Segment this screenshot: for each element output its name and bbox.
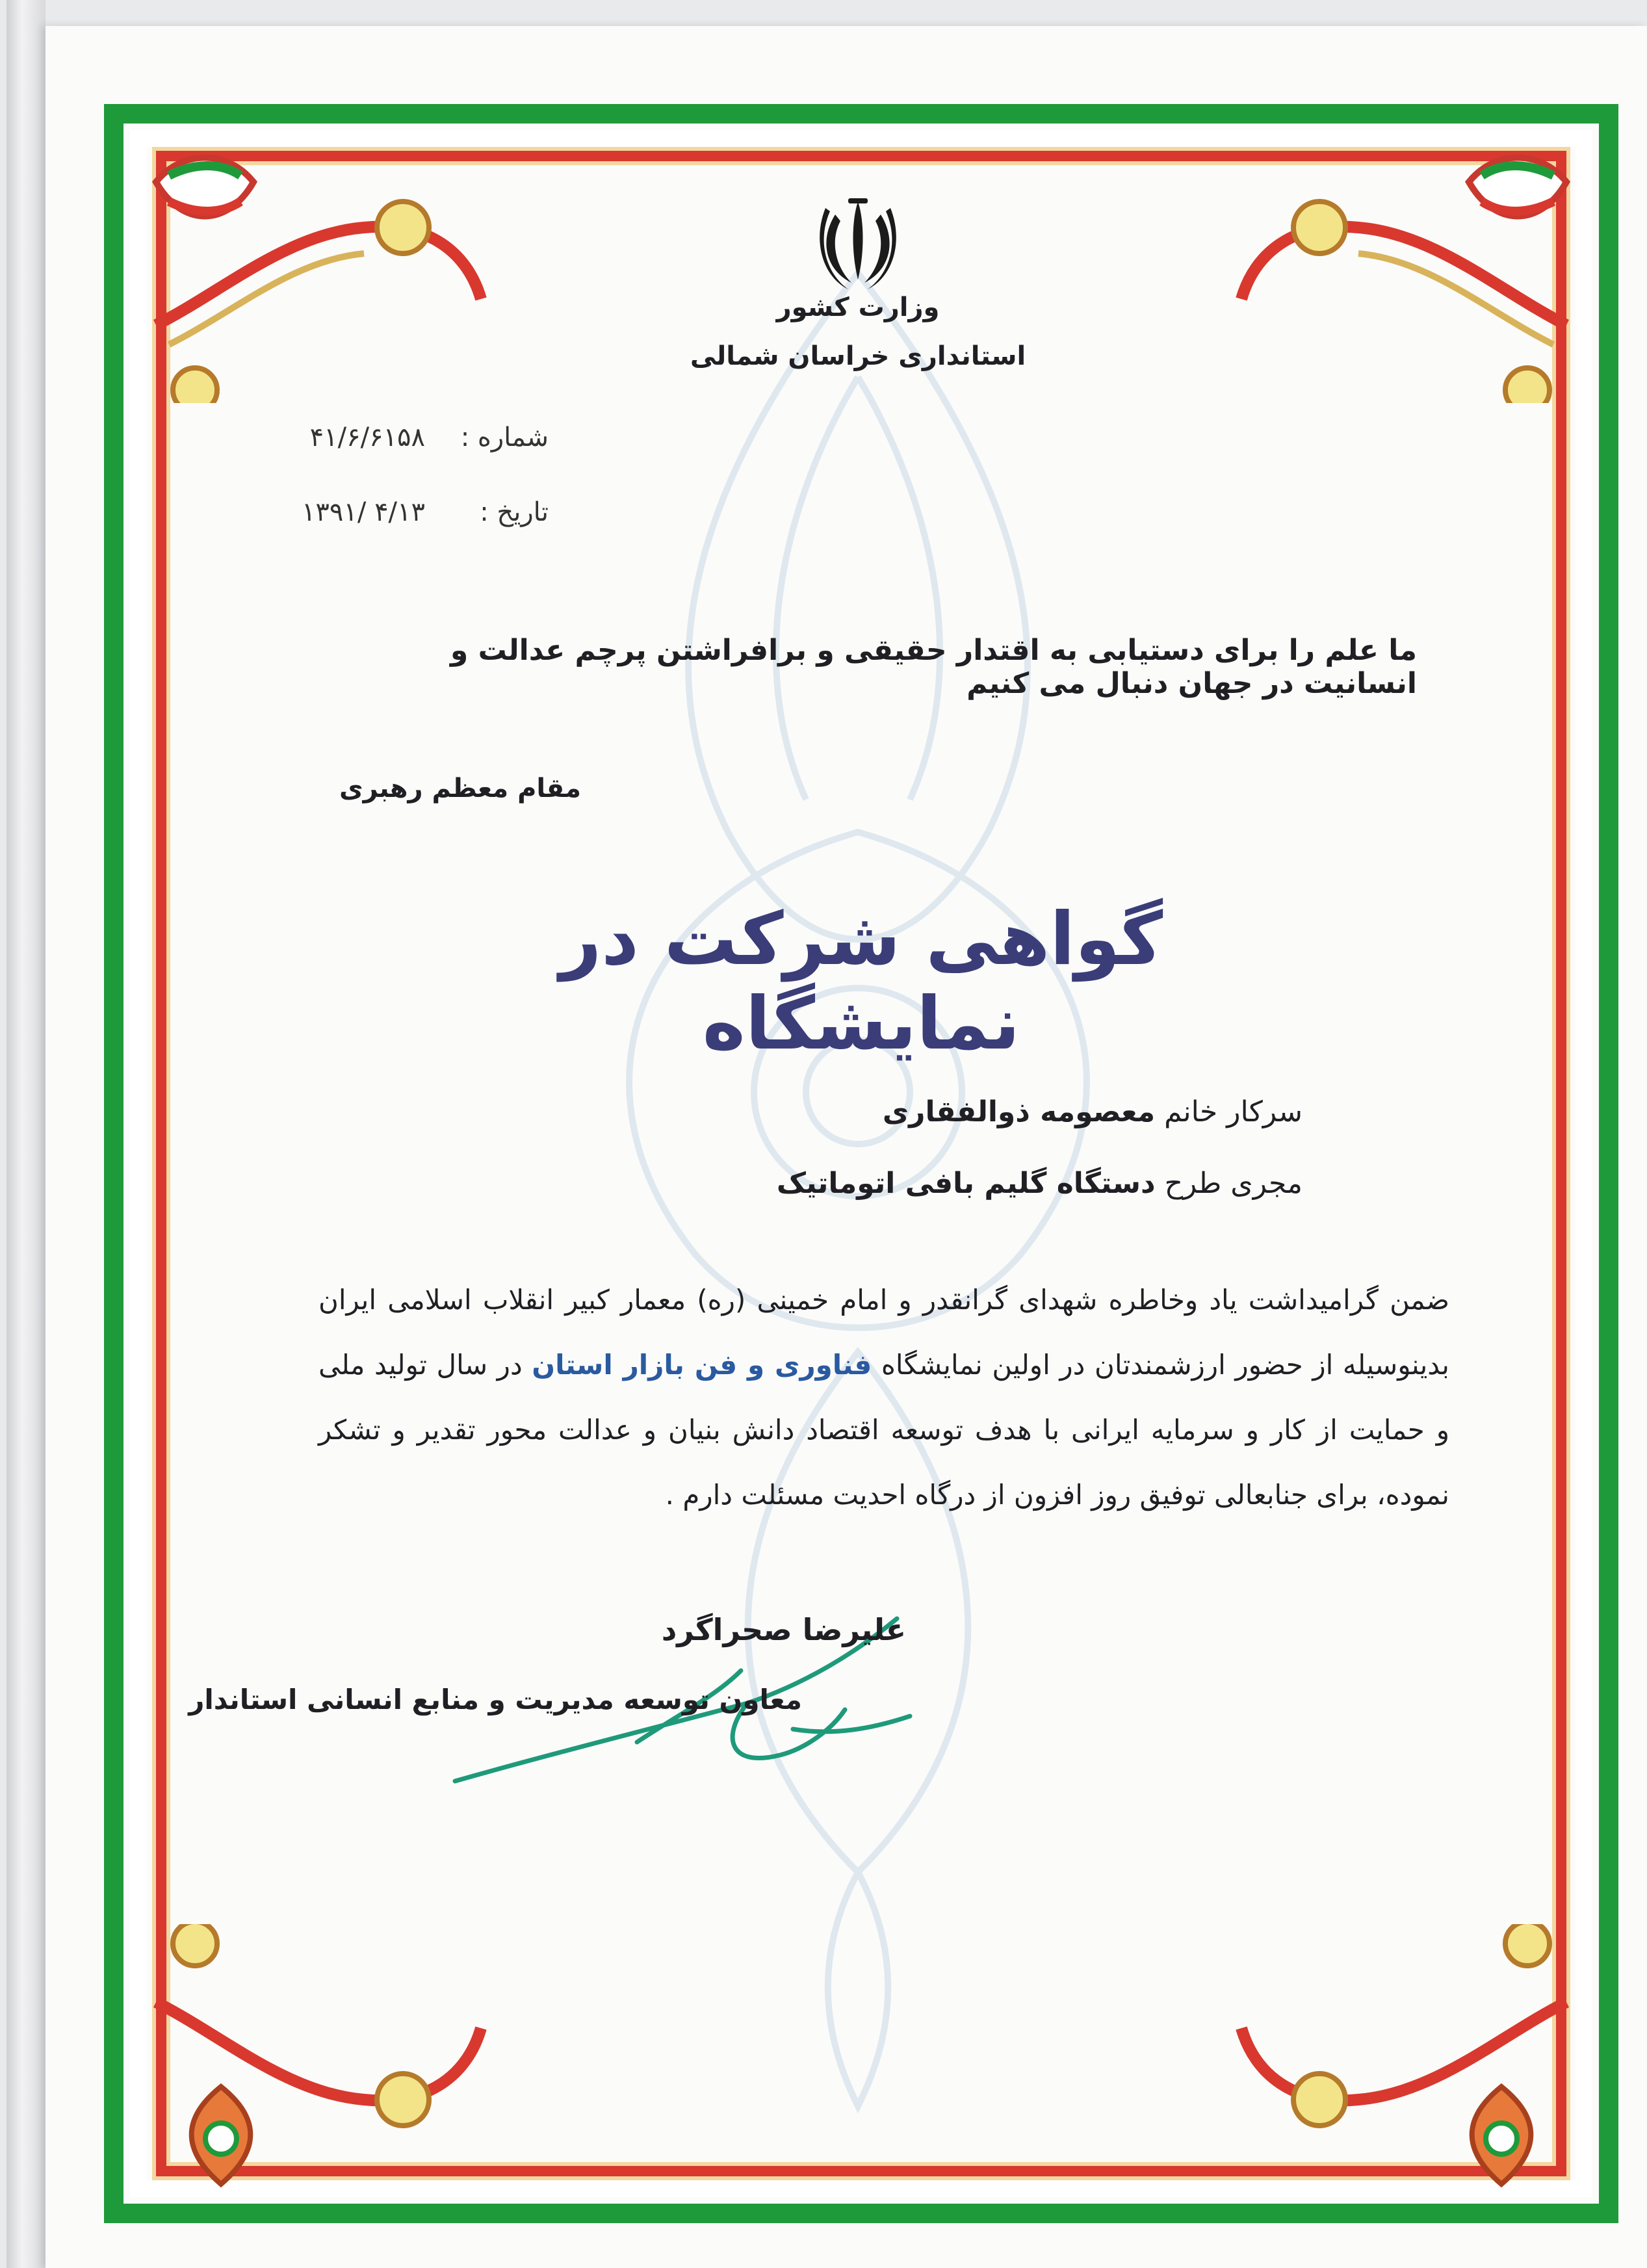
body-highlight: فناوری و فن بازار استان — [532, 1349, 872, 1381]
body-part-1: ضمن گرامیداشت یاد وخاطره شهدای گرانقدر و امام خمینی (ره) معمار کبیر انقلاب اسلامی ایران بدینوسیله از حضور ارزشمندتان در اولین نمایشگاه — [318, 1284, 1449, 1381]
body-part-2: در سال تولید ملی و حمایت از کار و سرمایه ایرانی با هدف توسعه اقتصاد دانش بنیان و عدالت محور تقدیر و تشکر نموده، برای جنابعالی توفیق روز افزون از درگاه احدیت مسئلت دارم . — [318, 1349, 1449, 1511]
ornament-top-right — [1228, 130, 1592, 403]
certificate-body — [318, 1268, 1449, 1541]
number-label: شماره : — [460, 423, 549, 452]
ornament-bottom-right — [1228, 1924, 1592, 2197]
project-prefix: مجری طرح — [1164, 1167, 1303, 1200]
recipient-line — [883, 1095, 1303, 1128]
iran-emblem-icon — [816, 195, 900, 293]
governorate-name: استانداری خراسان شمالی — [690, 341, 1026, 371]
number-value: ۴۱/۶/۶۱۵۸ — [309, 423, 425, 452]
sheet-edge — [6, 0, 45, 2268]
certificate-title: گواهی شرکت در نمایشگاه — [559, 897, 1163, 1066]
leader-quote: ما علم را برای دستیابی به اقتدار حقیقی و برافراشتن پرچم عدالت و انسانیت در جهان دنبال می کنیم — [450, 634, 1417, 700]
signer-title: معاون توسعه مدیریت و منابع انسانی استاندار — [188, 1684, 802, 1715]
date-value: ۱۳۹۱/ ۴/۱۳ — [301, 497, 425, 527]
ornament-top-left — [130, 130, 494, 403]
ministry-name: وزارت کشور — [776, 293, 940, 322]
quote-source: مقام معظم رهبری — [339, 774, 581, 803]
project-name: دستگاه گلیم بافی اتوماتیک — [776, 1167, 1156, 1200]
date-label: تاریخ : — [480, 497, 549, 527]
project-line — [777, 1167, 1303, 1200]
recipient-name: معصومه ذوالفقاری — [882, 1095, 1156, 1128]
ornament-bottom-left — [130, 1924, 494, 2197]
signer-name: علیرضا صحراگرد — [661, 1612, 906, 1647]
recipient-prefix: سرکار خانم — [1164, 1095, 1303, 1128]
